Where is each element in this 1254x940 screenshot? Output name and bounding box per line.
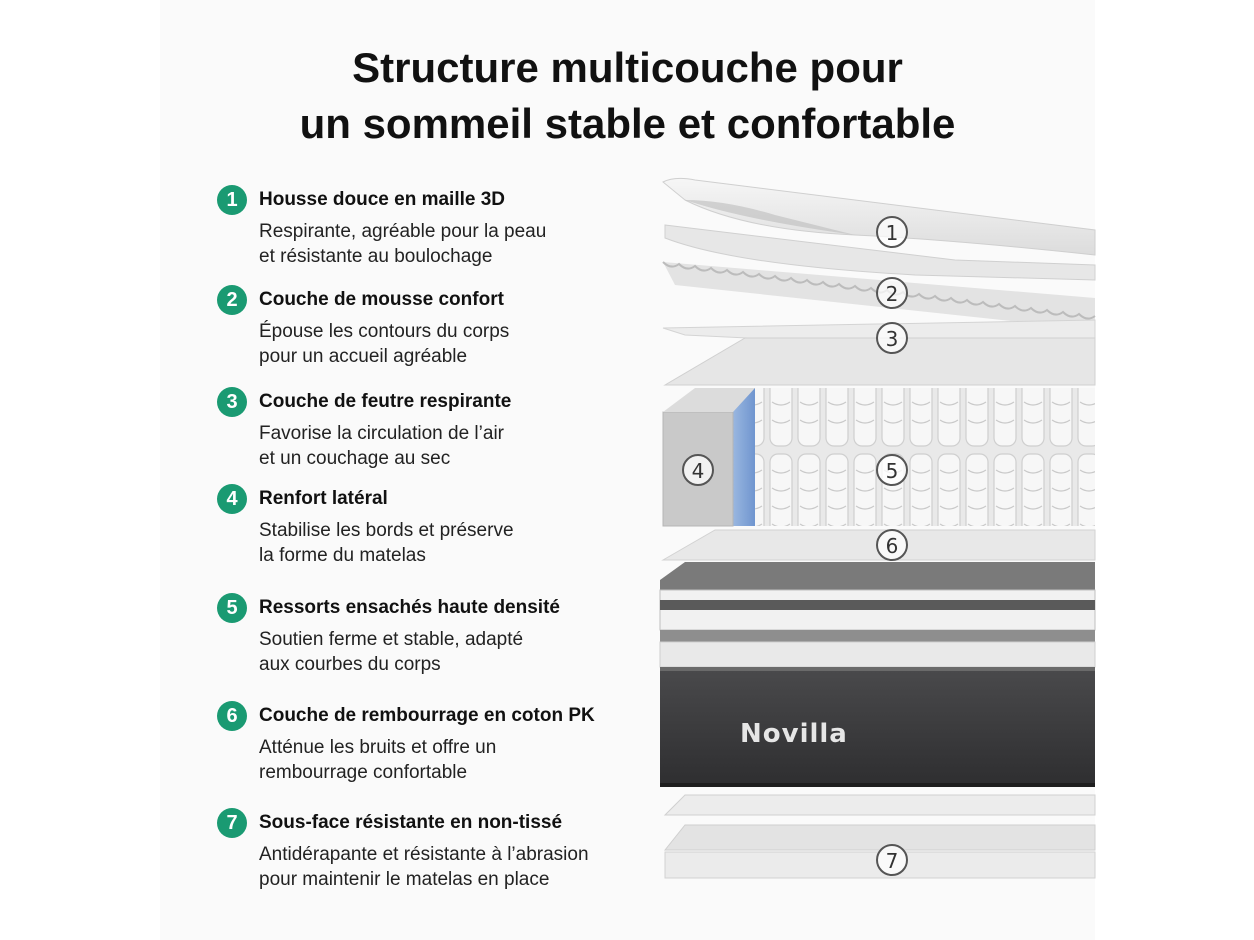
layer-bottom bbox=[665, 795, 1095, 815]
marker-2 bbox=[877, 278, 907, 308]
marker-3 bbox=[877, 323, 907, 353]
feature-title: Couche de mousse confort bbox=[259, 289, 504, 310]
feature-description-line: et un couchage au sec bbox=[259, 448, 451, 469]
marker-4-label: 4 bbox=[691, 459, 705, 483]
number-badge: 3 bbox=[217, 387, 247, 417]
marker-6-label: 6 bbox=[885, 534, 899, 558]
mattress-illustration bbox=[655, 170, 1100, 890]
mattress-body bbox=[660, 667, 1095, 787]
marker-3-label: 3 bbox=[885, 327, 899, 351]
feature-title: Sous-face résistante en non-tissé bbox=[259, 812, 563, 833]
feature-description bbox=[259, 219, 546, 269]
feature-title: Renfort latéral bbox=[259, 488, 388, 509]
feature-title: Ressorts ensachés haute densité bbox=[259, 597, 560, 618]
marker-7 bbox=[877, 845, 907, 875]
feature-description bbox=[259, 627, 523, 677]
marker-5 bbox=[877, 455, 907, 485]
feature-description bbox=[259, 518, 514, 568]
feature-description-line: la forme du matelas bbox=[259, 545, 426, 566]
feature-title: Couche de rembourrage en coton PK bbox=[259, 705, 595, 726]
page-title bbox=[160, 40, 1095, 152]
number-badge: 5 bbox=[217, 593, 247, 623]
marker-2-label: 2 bbox=[885, 282, 899, 306]
feature-title: Housse douce en maille 3D bbox=[259, 189, 506, 210]
marker-7-label: 7 bbox=[885, 849, 899, 873]
feature-description-line: et résistante au boulochage bbox=[259, 246, 493, 267]
number-badge: 6 bbox=[217, 701, 247, 731]
number-badge: 2 bbox=[217, 285, 247, 315]
title-line-1: Structure multicouche pour bbox=[352, 44, 903, 91]
feature-description-line: Atténue les bruits et offre un bbox=[259, 737, 497, 758]
spring-unit bbox=[750, 388, 1095, 526]
feature-description-line: Épouse les contours du corps bbox=[259, 321, 510, 342]
marker-5-label: 5 bbox=[885, 459, 899, 483]
feature-description-line: pour maintenir le matelas en place bbox=[259, 869, 550, 890]
feature-description-line: rembourrage confortable bbox=[259, 762, 468, 783]
marker-1 bbox=[877, 217, 907, 247]
brand-logo: Novilla bbox=[740, 719, 848, 749]
mattress-layers-svg bbox=[655, 170, 1100, 890]
feature-description-line: Soutien ferme et stable, adapté bbox=[259, 629, 524, 650]
feature-description bbox=[259, 842, 589, 892]
feature-description-line: Antidérapante et résistante à l’abrasion bbox=[259, 844, 589, 865]
feature-description bbox=[259, 421, 504, 471]
feature-description-line: Respirante, agréable pour la peau bbox=[259, 221, 547, 242]
feature-description bbox=[259, 735, 496, 785]
number-badge: 1 bbox=[217, 185, 247, 215]
feature-description-line: Stabilise les bords et préserve bbox=[259, 520, 514, 541]
feature-description-line: pour un accueil agréable bbox=[259, 346, 468, 367]
feature-title: Couche de feutre respirante bbox=[259, 391, 512, 412]
feature-description-line: aux courbes du corps bbox=[259, 654, 441, 675]
number-badge: 4 bbox=[217, 484, 247, 514]
feature-description bbox=[259, 319, 509, 369]
marker-1-label: 1 bbox=[885, 221, 899, 245]
marker-4 bbox=[683, 455, 713, 485]
title-line-2: un sommeil stable et confortable bbox=[299, 100, 956, 147]
feature-description-line: Favorise la circulation de l’air bbox=[259, 423, 504, 444]
base-frame bbox=[660, 562, 1095, 590]
number-badge: 7 bbox=[217, 808, 247, 838]
marker-6 bbox=[877, 530, 907, 560]
